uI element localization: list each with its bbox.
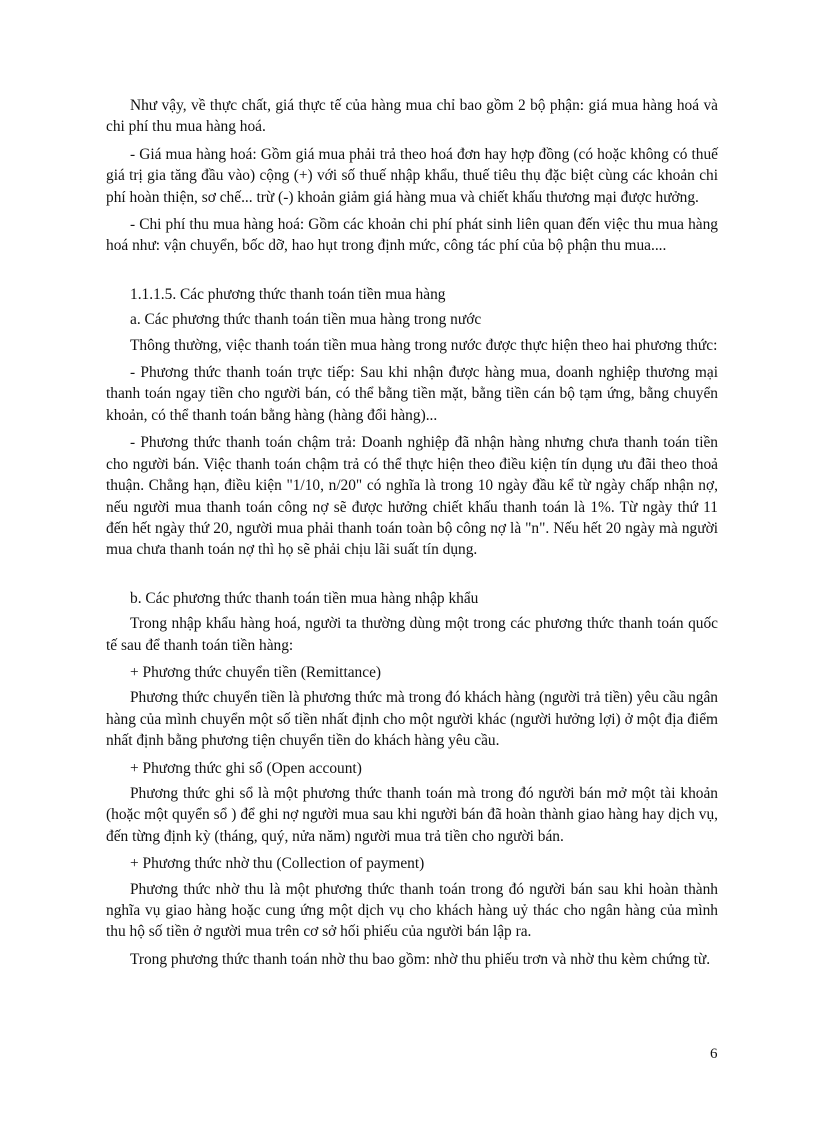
paragraph-import-payment-intro: Trong nhập khẩu hàng hoá, người ta thường dùng một trong các phương thức thanh toán quốc tế sau để thanh toán tiền hàng: — [106, 615, 718, 654]
paragraph-collection-definition: Phương thức nhờ thu là một phương thức thanh toán trong đó người bán sau khi hoàn thành nghĩa vụ giao hàng hoặc cung ứng một dịch vụ cho khách hàng uỷ thác cho ngân hàng của mình thu hộ số tiền ở người mua trên cơ sở hối phiếu của người bán lập ra. — [106, 880, 718, 941]
paragraph-domestic-payment-intro: Thông thường, việc thanh toán tiền mua hàng trong nước được thực hiện theo hai phương thức: — [130, 336, 718, 354]
paragraph-direct-payment: - Phương thức thanh toán trực tiếp: Sau khi nhận được hàng mua, doanh nghiệp thương mại thanh toán ngay tiền cho người bán, có thể bằng tiền mặt, bằng tiền cán bộ tạm ứng, bằng chuyển khoản, có thể thanh toán bằng hàng (hàng đổi hàng)... — [106, 364, 718, 424]
subsection-heading-domestic-payment: a. Các phương thức thanh toán tiền mua hàng trong nước — [130, 311, 482, 329]
method-heading-remittance: + Phương thức chuyển tiền (Remittance) — [130, 663, 382, 681]
paragraph-deferred-payment: - Phương thức thanh toán chậm trả: Doanh nghiệp đã nhận hàng nhưng chưa thanh toán tiền cho người bán. Việc thanh toán chậm trả có thể thực hiện theo điều kiện tín dụng ưu đãi theo thoả thuận. Chẳng hạn, điều kiện "1/10, n/20" có nghĩa là trong 10 ngày đầu kể từ ngày chấp nhận nợ, nếu người mua thanh toán công nợ sẽ được hưởng chiết khấu thanh toán là 1%. Từ ngày thứ 11 đến hết ngày thứ 20, người mua phải thanh toán toàn bộ công nợ là "n". Nếu hết 20 ngày mà người mua chưa thanh toán nợ thì họ sẽ phải chịu lãi suất tín dụng. — [106, 434, 718, 559]
paragraph-purchase-price-definition: - Giá mua hàng hoá: Gồm giá mua phải trả theo hoá đơn hay hợp đồng (có hoặc không có thuế giá trị gia tăng đầu vào) cộng (+) với số thuế nhập khẩu, thuế tiêu thụ đặc biệt cùng các khoản chi phí hoàn thiện, sơ chế... trừ (-) khoản giảm giá hàng mua và chiết khấu thương mại được hưởng. — [106, 145, 718, 206]
paragraph-open-account-definition: Phương thức ghi sổ là một phương thức thanh toán mà trong đó người bán mở một tài khoản (hoặc một quyển sổ ) để ghi nợ người mua sau khi người bán đã hoàn thành giao hàng hay dịch vụ, đến từng định kỳ (tháng, quý, nửa năm) người mua trả tiền cho người bán. — [106, 784, 718, 845]
subsection-heading-import-payment: b. Các phương thức thanh toán tiền mua hàng nhập khẩu — [130, 589, 479, 607]
method-heading-open-account: + Phương thức ghi sổ (Open account) — [130, 759, 362, 777]
page-body — [106, 95, 718, 976]
paragraph-collection-types: Trong phương thức thanh toán nhờ thu bao gồm: nhờ thu phiếu trơn và nhờ thu kèm chứng từ. — [130, 950, 711, 968]
method-heading-collection: + Phương thức nhờ thu (Collection of payment) — [130, 855, 425, 873]
section-heading-payment-methods: 1.1.1.5. Các phương thức thanh toán tiền mua hàng — [130, 285, 446, 303]
paragraph-purchasing-cost-definition: - Chi phí thu mua hàng hoá: Gồm các khoản chi phí phát sinh liên quan đến việc thu mua hàng hoá như: vận chuyển, bốc dỡ, hao hụt trong định mức, công tác phí của bộ phận thu mua.... — [106, 216, 718, 255]
paragraph-purchase-price-summary: Như vậy, về thực chất, giá thực tế của hàng mua chỉ bao gồm 2 bộ phận: giá mua hàng hoá và chi phí thu mua hàng hoá. — [106, 97, 718, 136]
paragraph-remittance-definition: Phương thức chuyển tiền là phương thức mà trong đó khách hàng (người trả tiền) yêu cầu ngân hàng của mình chuyển một số tiền nhất định cho một người khác (người hưởng lợi) ở một địa điểm nhất định bằng phương tiện chuyển tiền do khách hàng yêu cầu. — [106, 689, 718, 750]
page-number: 6 — [710, 1046, 718, 1062]
